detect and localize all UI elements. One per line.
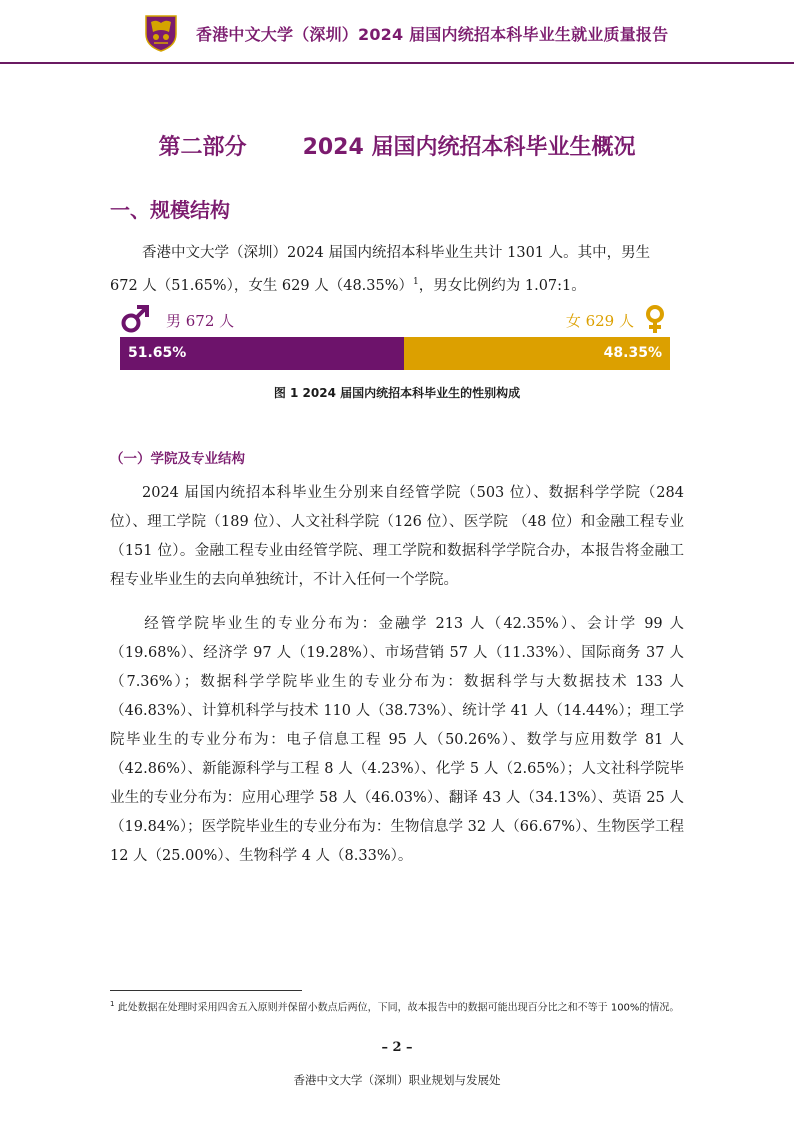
part-label: 第二部分 [158, 135, 247, 160]
page-number: – 2 – [381, 1040, 413, 1055]
female-percent: 48.35% [603, 345, 662, 361]
male-count-label: 男 672 人 [166, 312, 235, 330]
section-title: 一、规模结构 [110, 198, 230, 222]
intro-line-1: 香港中文大学（深圳）2024 届国内统招本科毕业生共计 1301 人。其中，男生 [142, 245, 651, 261]
intro-line-2b: ，男女比例约为 1.07:1。 [418, 277, 586, 294]
male-percent: 51.65% [128, 345, 187, 361]
gender-bar [120, 337, 670, 370]
header-divider [0, 62, 794, 64]
part-text: 2024 届国内统招本科毕业生概况 [302, 135, 636, 160]
intro-paragraph [110, 239, 684, 301]
gender-composition-chart [120, 304, 670, 368]
subsection-title: （一）学院及专业结构 [110, 451, 245, 467]
header-title: 香港中文大学（深圳）2024 届国内统招本科毕业生就业质量报告 [196, 25, 669, 44]
male-symbol-icon [120, 304, 150, 334]
footnote-text: 此处数据在处理时采用四舍五入原则并保留小数点后两位，下同，故本报告中的数据可能出现百分比之和不等于 100%的情况。 [114, 1002, 680, 1014]
female-symbol-icon [640, 304, 670, 334]
male-bar-segment [120, 337, 404, 370]
female-bar-segment [404, 337, 670, 370]
major-text: 经管学院毕业生的专业分布为：金融学 213 人（42.35%）、会计学 99 人（19.68%）、经济学 97 人（19.28%）、市场营销 57 人（11.33%）、国际商务 37 人（7.36%）；数据科学学院毕业生的专业分布为：数据科学与大数据技术 133 人（46.83%）、计算机科学与技术 110 人（38.73%）、统计学 41 人（14.44%）；理工学院毕业生的专业分布为：电子信息工程 95 人（50.26%）、数学与应用数学 81 人（42.86%）、新能源科学与工程 8 人（4.23%）、化学 5 人（2.65%）；人文社科学院毕业生的专业分布为：应用心理学 58 人（46.03%）、翻译 43 人（34.13%）、英语 25 人（19.84%）；医学院毕业生的专业分布为：生物信息学 32 人（66.67%）、生物医学工程 12 人（25.00%）、生物科学 4 人（8.33%）。 [110, 616, 684, 864]
major-paragraph [110, 610, 684, 871]
footnote-ref[interactable]: 1 [413, 277, 419, 287]
female-count-label: 女 629 人 [565, 312, 634, 330]
page-header [0, 0, 794, 64]
part-title [0, 130, 794, 161]
college-paragraph [110, 479, 684, 595]
footnote-mark: 1 [110, 1000, 115, 1008]
page-footer: 香港中文大学（深圳）职业规划与发展处 [293, 1073, 501, 1087]
cuhk-crest-icon [144, 14, 178, 52]
footnote [110, 996, 684, 1016]
college-text: 2024 届国内统招本科毕业生分别来自经管学院（503 位）、数据科学学院（284 位）、理工学院（189 位）、人文社科学院（126 位）、医学院 （48 位）和金融工程专业（151 位）。金融工程专业由经管学院、理工学院和数据科学学院合办，本报告将金融工程专业毕业生的去向单独统计，不计入任何一个学院。 [110, 485, 684, 588]
footnote-divider [110, 990, 302, 991]
figure-caption: 图 1 2024 届国内统招本科毕业生的性别构成 [273, 386, 521, 400]
intro-line-2a: 672 人（51.65%），女生 629 人（48.35%） [110, 277, 414, 294]
